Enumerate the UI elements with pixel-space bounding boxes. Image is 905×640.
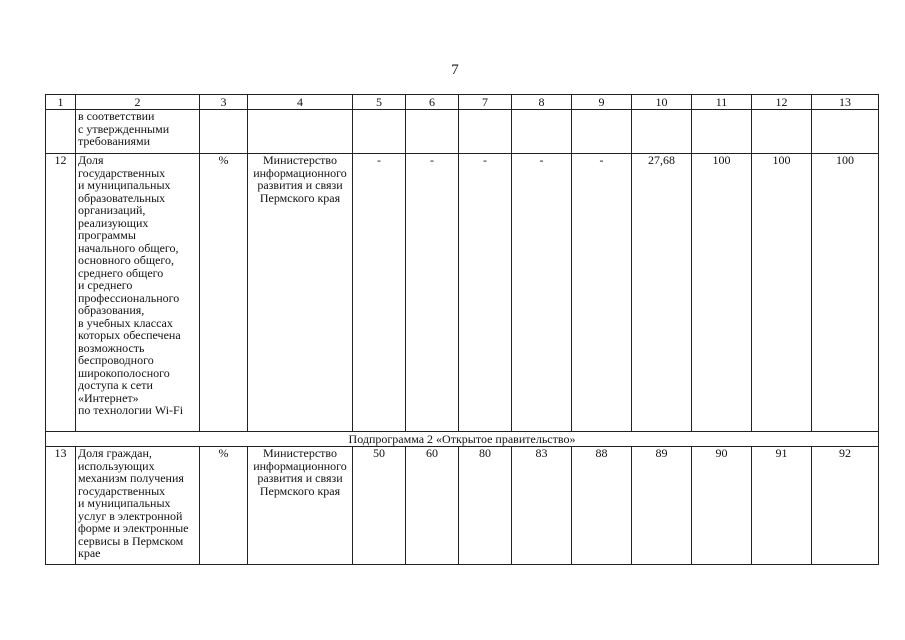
- table-row-13: [46, 447, 879, 565]
- row-number-cell: 12: [46, 154, 76, 432]
- value-cell: 90: [692, 447, 752, 565]
- value-cell: [459, 110, 512, 154]
- table-row-12: [46, 154, 879, 432]
- header-cell: 11: [692, 95, 752, 110]
- org-cell: [248, 110, 353, 154]
- indicator-name-cell: Доля государственных и муниципальных образовательных организаций, реализующих программы начального общего, основного общего, среднего общего и среднего профессионального образования, в учебных классах которых обеспечена возможность беспроводного широкополосного доступа к сети «Интернет» по технологии Wi-Fi: [76, 154, 200, 432]
- value-cell: -: [459, 154, 512, 432]
- value-cell: [406, 110, 459, 154]
- value-cell: [512, 110, 572, 154]
- value-cell: 83: [512, 447, 572, 565]
- unit-cell: [200, 110, 248, 154]
- value-cell: 100: [692, 154, 752, 432]
- header-cell: 9: [572, 95, 632, 110]
- value-cell: 50: [353, 447, 406, 565]
- header-cell: 12: [752, 95, 812, 110]
- value-cell: 92: [812, 447, 879, 565]
- org-cell: Министерство информационного развития и связи Пермского края: [248, 154, 353, 432]
- value-cell: -: [353, 154, 406, 432]
- value-cell: 80: [459, 447, 512, 565]
- value-cell: [692, 110, 752, 154]
- value-cell: -: [406, 154, 459, 432]
- value-cell: 100: [812, 154, 879, 432]
- value-cell: 88: [572, 447, 632, 565]
- indicator-name-cell: в соответствии с утвержденными требованиями: [76, 110, 200, 154]
- header-cell: 6: [406, 95, 459, 110]
- table-row-continuation: [46, 110, 879, 154]
- page-number: 7: [451, 62, 459, 78]
- header-cell: 1: [46, 95, 76, 110]
- header-cell: 2: [76, 95, 200, 110]
- subprogram-title: Подпрограмма 2 «Открытое правительство»: [46, 432, 879, 447]
- value-cell: [812, 110, 879, 154]
- value-cell: [632, 110, 692, 154]
- indicator-table: [45, 94, 879, 565]
- header-cell: 3: [200, 95, 248, 110]
- header-cell: 10: [632, 95, 692, 110]
- header-cell: 4: [248, 95, 353, 110]
- value-cell: [572, 110, 632, 154]
- value-cell: [752, 110, 812, 154]
- table-header-row: [46, 95, 879, 110]
- subprogram-row: [46, 432, 879, 447]
- indicator-name-cell: Доля граждан, использующих механизм получения государственных и муниципальных услуг в электронной форме и электронные сервисы в Пермском крае: [76, 447, 200, 565]
- header-cell: 13: [812, 95, 879, 110]
- value-cell: 91: [752, 447, 812, 565]
- org-cell: Министерство информационного развития и связи Пермского края: [248, 447, 353, 565]
- row-number-cell: [46, 110, 76, 154]
- value-cell: 100: [752, 154, 812, 432]
- unit-cell: %: [200, 154, 248, 432]
- value-cell: -: [572, 154, 632, 432]
- row-number-cell: 13: [46, 447, 76, 565]
- value-cell: -: [512, 154, 572, 432]
- value-cell: [353, 110, 406, 154]
- value-cell: 89: [632, 447, 692, 565]
- value-cell: 60: [406, 447, 459, 565]
- header-cell: 7: [459, 95, 512, 110]
- header-cell: 5: [353, 95, 406, 110]
- value-cell: 27,68: [632, 154, 692, 432]
- header-cell: 8: [512, 95, 572, 110]
- unit-cell: %: [200, 447, 248, 565]
